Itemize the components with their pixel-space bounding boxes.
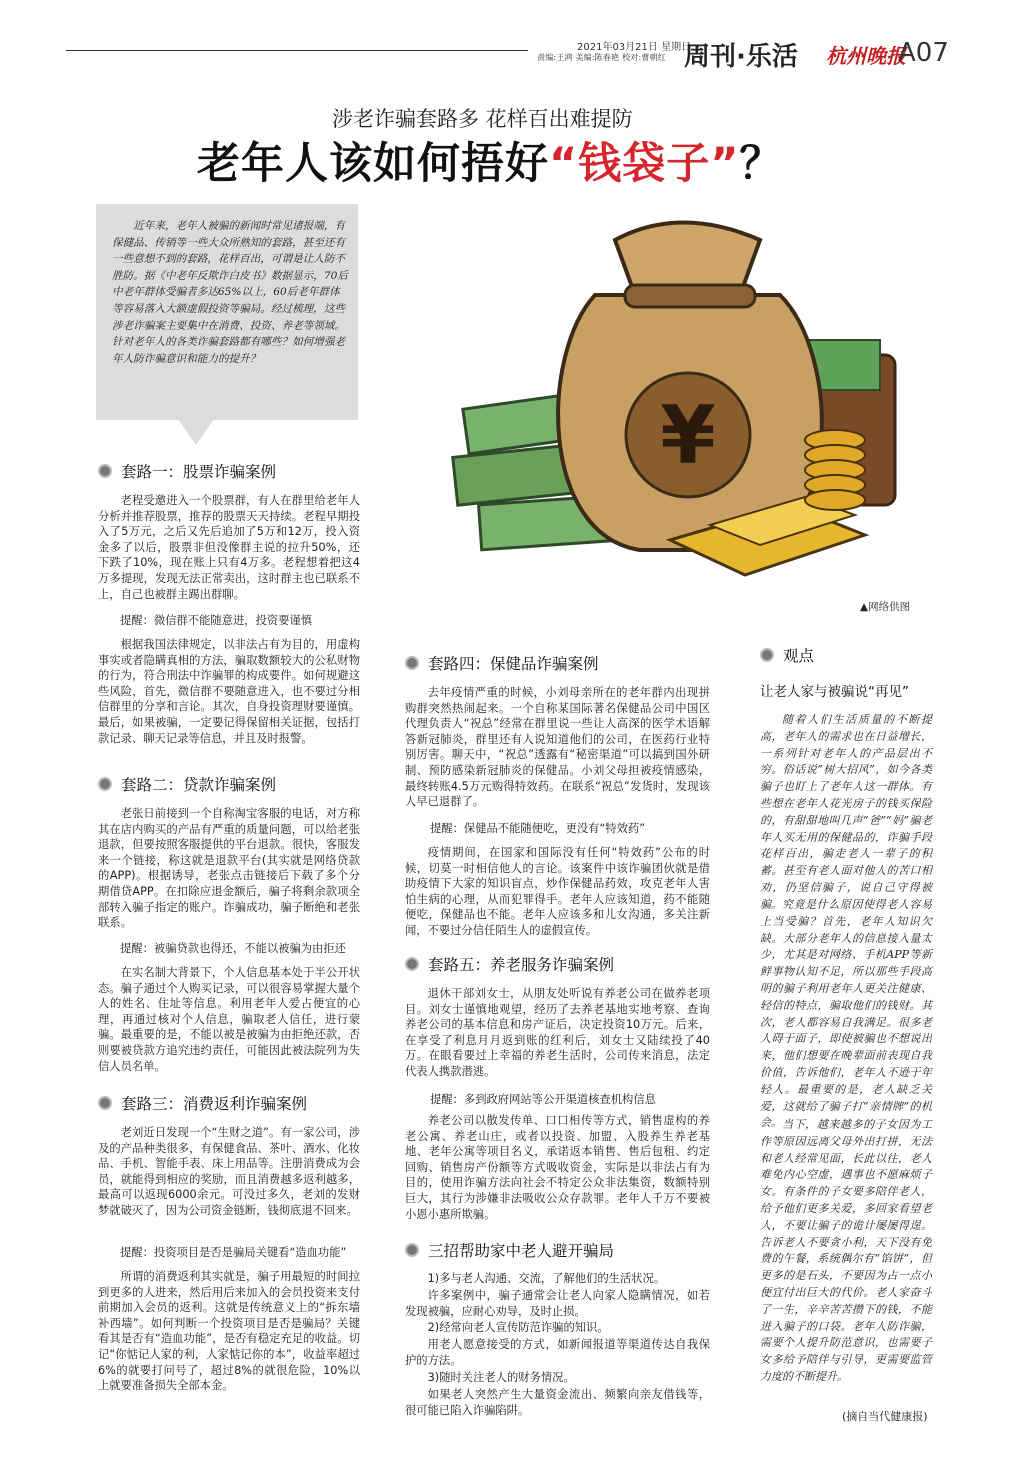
section-6-title: 三招帮助家中老人避开骗局 <box>428 1242 615 1260</box>
section-4-heading <box>405 653 603 673</box>
opinion-subtitle: 让老人家与被骗说“再见” <box>760 684 909 700</box>
title-highlight: “钱袋子” <box>549 139 740 189</box>
section-5-paragraph-1: 退休干部刘女士，从朋友处听说有养老公司在做养老项目。刘女士谨慎地观望，经历了去养老基地实地考察、查询养老公司的基本信息和房产证后，决定投资10万元。后来，在享受了利息月月返到账的红利后，刘女士又陆续投了40万。在眼看要过上幸福的养老生活时，公司传来消息，法定代表人携款潜逃。 <box>405 987 710 1078</box>
header-rule <box>66 50 528 51</box>
tips-item-1-detail: 许多案例中，骗子通常会让老人向家人隐瞒情况，如若发现被骗，应耐心劝导，及时止损。 <box>405 1289 710 1318</box>
tips-item-3: 3)随时关注老人的财务情况。 <box>427 1371 575 1384</box>
section-1-paragraph-2: 根据我国法律规定，以非法占有为目的，用虚构事实或者隐瞒真相的方法，骗取数额较大的公私财物的行为，符合刑法中诈骗罪的构成要件。如何规避这些风险，首先，微信群不要随意进入，也不要过分相信群里的分享和言论。其次，自身投资理财要谨慎。最后，如果被骗，一定要记得保留相关证据，包括打款记录、聊天记录等信息，并且及时报警。 <box>98 638 360 745</box>
section-name: 周刊·乐活 <box>684 42 798 72</box>
opinion-title: 观点 <box>783 647 815 665</box>
section-3-title: 套路三：消费返利诈骗案例 <box>121 1095 308 1113</box>
section-4-title: 套路四：保健品诈骗案例 <box>428 655 599 673</box>
newspaper-logo: 杭州晚报 <box>826 44 906 68</box>
title-end: ？ <box>739 139 784 189</box>
section-2-paragraph-1: 老张日前接到一个自称淘宝客服的电话，对方称其在店内购买的产品有严重的质量问题，可以给老张退款，但要按照客服提供的平台退款。很快，客服发来一个链接，称这就是退款平台(其实就是网络贷款的APP)。根据诱导，老张点击链接后下载了多个分期借贷APP。在扣除应退金额后，骗子将剩余款项全部转入骗子指定的账户。诈骗成功，骗子断绝和老张联系。 <box>98 807 360 930</box>
headline-title <box>197 130 784 191</box>
editor-credits: 责编:王鸿 美编:陈春艳 校对:曹朝红 <box>537 53 666 62</box>
section-5-tip: 提醒：多到政府网站等公开渠道核查机构信息 <box>430 1093 656 1106</box>
tips-item-3-detail: 如果老人突然产生大量资金流出、频繁向亲友借钱等，很可能已陷入诈骗陷阱。 <box>405 1388 710 1417</box>
section-1-heading <box>98 461 280 481</box>
bag-tie <box>625 285 755 307</box>
section-2-tip: 提醒：被骗贷款也得还，不能以被骗为由拒还 <box>120 942 346 955</box>
money-bag-illustration <box>410 205 910 595</box>
opinion-paragraph-3: 当下，越来越多的子女因为工作等原因远离父母外出打拼，无法和老人经常见面，长此以往，老人难免内心空虚，遇事也不愿麻烦子女。有条件的子女要多陪伴老人，给予他们更多关爱，多回家看望老人，不要让骗子的诡计屡屡得逞。告诉老人不要贪小利，天下没有免费的午餐，系统偶尔有“馅饼”，但更多的是石头，不要因为占一点小便宜付出巨大的代价。老人家奋斗了一生，辛辛苦苦攒下的钱，不能进入骗子的口袋。老年人防诈骗，需要个人提升防范意识，也需要子女多给予陪伴与引导，更需要监管力度的不断提升。 <box>760 1118 932 1383</box>
section-5-heading <box>405 954 618 974</box>
gold-coin-stack <box>805 430 865 510</box>
section-5-paragraph-2: 养老公司以散发传单、口口相传等方式，销售虚构的养老公寓、养老山庄，或者以投资、加盟、入股养生养老基地、老年公寓等项目名义，承诺返本销售、售后包租、约定回购、销售房产份额等方式吸收资金，实际是以非法占有为目的，使用诈骗方法向社会不特定公众非法集资，数额特别巨大，其行为涉嫌非法吸收公众存款罪。老年人千万不要被小恩小惠所欺骗。 <box>405 1114 710 1221</box>
bullet-icon <box>98 1096 112 1110</box>
tips-item-1: 1)多与老人沟通、交流，了解他们的生活状况。 <box>427 1272 666 1285</box>
issue-date: 2021年03月21日 星期日 <box>577 42 692 53</box>
section-3-heading <box>98 1093 311 1113</box>
section-3-tip: 提醒：投资项目是否是骗局关键看“造血功能” <box>120 1246 347 1259</box>
bullet-icon <box>760 648 774 662</box>
section-3-paragraph-2: 所谓的消费返利其实就是，骗子用最短的时间拉到更多的人进来，然后用后来加入的会员投资来支付前期加入会员的返利。这就是传统意义上的“拆东墙补西墙”。如何判断一个投资项目是否是骗局？关键看其是否有“造血功能”，是否有稳定充足的收益。切记“你惦记人家的利，人家惦记你的本”，收益率超过6%的就要打问号了，超过8%的就很危险，10%以上就要准备损失全部本金。 <box>98 1270 360 1393</box>
headline-subtitle: 涉老诈骗套路多 花样百出难提防 <box>332 107 633 131</box>
section-4-paragraph-1: 去年疫情严重的时候，小刘母亲所在的老年群内出现拼购群突然热闹起来。一个自称某国际著名保健品公司中国区代理负责人“祝总”经常在群里说一些让人高深的医学术语解答新冠肺炎，群里还有人说知道他们的公司，在医药行业特别厉害。聊天中，“祝总”透露有“秘密渠道”可以搞到国外研制、预防感染新冠肺炎的保健品。小刘父母担被疫情感染，最终转账4.5万元购得特效药。在联系“祝总”发货时，发现该人早已退群了。 <box>405 686 710 809</box>
title-part: 老年人该如何捂好 <box>197 139 549 189</box>
bullet-icon <box>405 957 419 971</box>
section-3-paragraph-1: 老刘近日发现一个“生财之道”。有一家公司，涉及的产品种类很多，有保健食品、茶叶、酒水、化妆品、手机、智能手表、床上用品等。注册消费成为会员，就能得到相应的奖励，而且消费越多返利越多，最高可以返现6000余元。可没过多久，老刘的发财梦就破灭了，因为公司资金链断，钱彻底退不回来。 <box>98 1126 360 1217</box>
bullet-icon <box>98 777 112 791</box>
bullet-icon <box>405 656 419 670</box>
opinion-paragraph-1: 随着人们生活质量的不断提高，老年人的需求也在日益增长，一系列针对老年人的产品层出不穷。俗话说“树大招风”，如今各类骗子也盯上了老年人这一群体。有些想在老年人花光房子的钱买保险的，有甜甜地叫几声“爸”“妈”骗老年人买无用的保健品的，诈骗手段花样百出，骗走老人一辈子的积蓄。甚至有老人面对他人的苦口相劝，仍坚信骗子，说自己守得被骗。 <box>760 713 932 911</box>
section-2-heading <box>98 774 280 794</box>
section-4-paragraph-2: 疫情期间，在国家和国际没有任何“特效药”公布的时候，切莫一时相信他人的言论。该案件中该诈骗团伙就是借助疫情下大家的知识盲点，炒作保健品药效，攻克老年人害怕生病的心理，从而犯罪得手。老年人应该知道，药不能随便吃，保健品也不能。老年人应该多和儿女沟通，多关注新闻，不要过分信任陌生人的虚假宣传。 <box>405 846 710 937</box>
section-2-paragraph-2: 在实名制大背景下，个人信息基本处于半公开状态。骗子通过个人购买记录，可以很容易掌握大量个人的姓名、住址等信息。利用老年人爱占便宜的心理，再通过核对个人信息，骗取老人信任，进行蒙骗。最重要的是，不能以被是被骗为由拒绝还款，否则要被贷款方追究违约责任，可能因此被法院列为失信人员名单。 <box>98 966 360 1073</box>
bubble-tail <box>178 419 214 445</box>
image-caption: ▲网络供图 <box>860 601 911 613</box>
section-1-title: 套路一：股票诈骗案例 <box>121 463 277 481</box>
opinion-paragraph-2: 究竟是什么原因使得老人容易上当受骗？首先，老年人知识欠缺。大部分老年人的信息接入量太少，尤其是对网络、手机APP等新鲜事物认知不足，所以那些手段高明的骗子利用老年人更关注健康、轻信的特点，骗取他们的钱财。其次，老人都容易自我满足。很多老人碍于面子，即使被骗也不想说出来，他们想要在晚辈面前表现自我价值，告诉他们，老年人不逊于年轻人。最重要的是，老人缺乏关爱，这就给了骗子打“亲情牌”的机会。 <box>760 898 932 1130</box>
opinion-heading <box>760 645 818 665</box>
page-number: A07 <box>898 38 949 68</box>
section-4-tip: 提醒：保健品不能随便吃，更没有“特效药” <box>430 822 646 835</box>
section-2-title: 套路二：贷款诈骗案例 <box>121 776 277 794</box>
section-1-paragraph-1: 老程受邀进入一个股票群，有人在群里给老年人分析并推荐股票，推荐的股票天天持续。老程早期投入了5万元，之后又先后追加了5万和12万，投入资金多了以后，股票非但没像群主说的拉升50%，还下跌了10%，现在账上只有4万多。老程想着把这4万多提现，发现无法正常卖出，这时群主也已联系不上，自己也被群主踢出群聊。 <box>98 494 360 601</box>
tips-item-2: 2)经常向老人宣传防范诈骗的知识。 <box>427 1321 609 1334</box>
section-6-heading <box>405 1240 618 1260</box>
intro-text: 近年来，老年人被骗的新闻时常见诸报端，有保健品、传销等一些大众所熟知的套路，甚至还有一些意想不到的套路，花样百出，可谓是让人防不胜防。据《中老年反欺诈白皮书》数据显示，70后中老年群体受骗者多达65%以上，60后老年群体等容易落入大额虚假投资等骗局。经过梳理，这些涉老诈骗案主要集中在消费、投资、养老等领域。针对老年人的各类诈骗套路都有哪些？如何增强老年人防诈骗意识和能力的提升？ <box>112 220 348 365</box>
opinion-source: (摘自当代健康报) <box>842 1410 928 1423</box>
section-1-tip: 提醒：微信群不能随意进，投资要谨慎 <box>120 614 313 627</box>
bullet-icon <box>405 1243 419 1257</box>
bullet-icon <box>98 464 112 478</box>
section-5-title: 套路五：养老服务诈骗案例 <box>428 956 615 974</box>
tips-item-2-detail: 用老人愿意接受的方式，如新闻报道等渠道传达自我保护的方法。 <box>405 1338 710 1367</box>
yuan-icon: ¥ <box>660 389 716 482</box>
